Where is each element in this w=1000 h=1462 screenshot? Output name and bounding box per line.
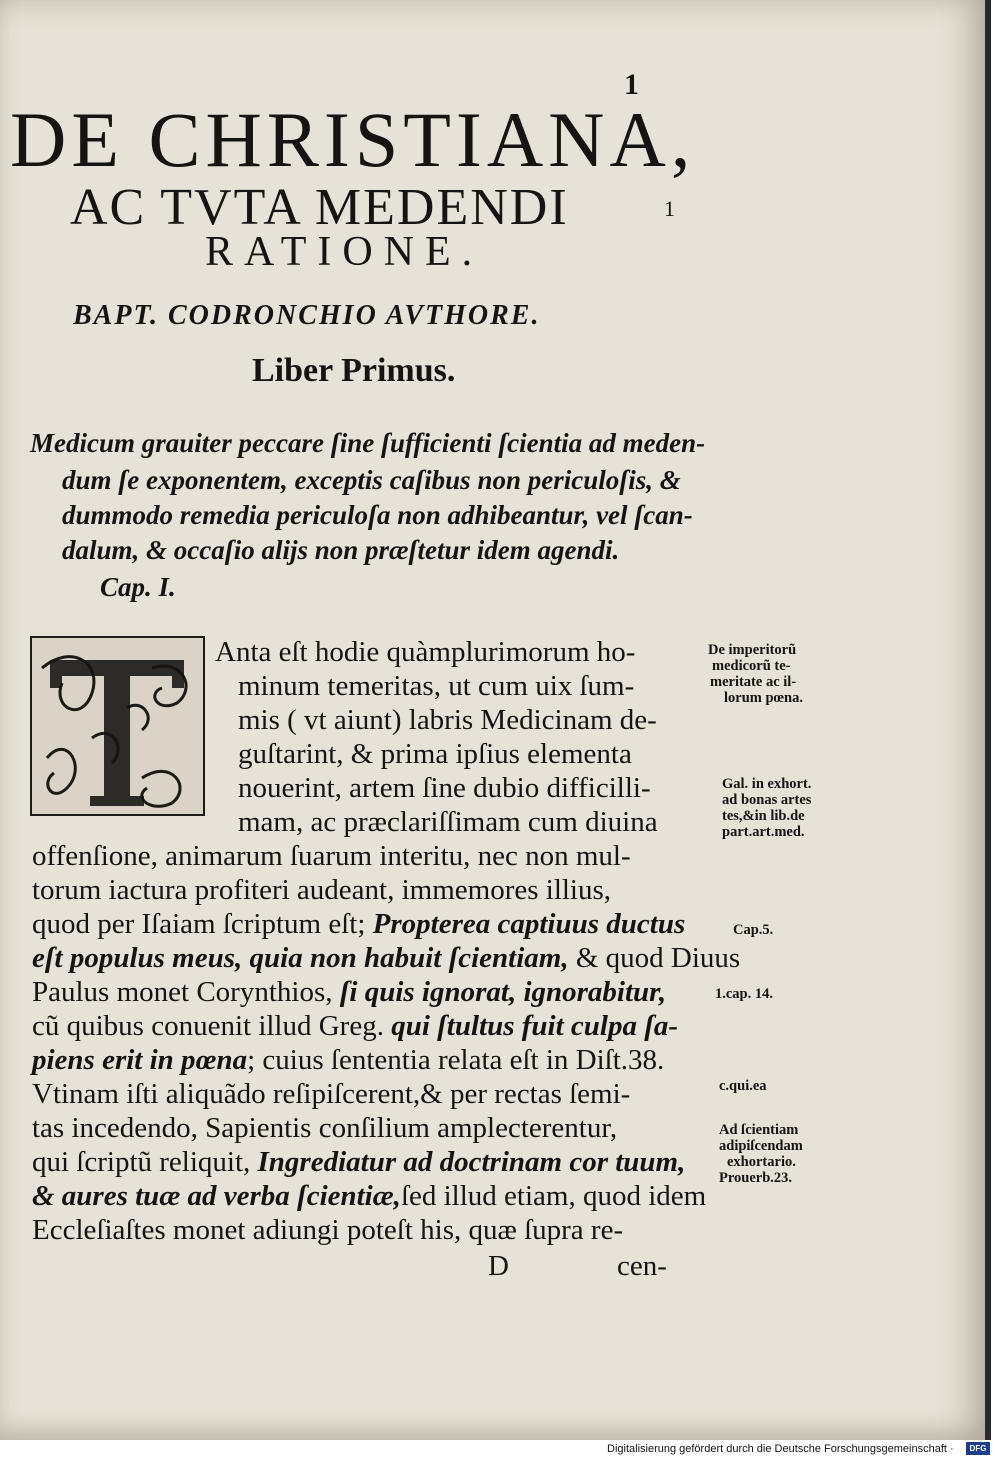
scripture-quote: ſi quis ignorat, ignorabitur, bbox=[339, 976, 667, 1008]
body-line: Paulus monet Corynthios, ſi quis ignorat, ignorabitur, bbox=[32, 976, 667, 1008]
marginal-note: 1.cap. 14. bbox=[715, 986, 773, 1002]
dfg-logo: DFG bbox=[966, 1442, 990, 1455]
scripture-quote: eſt populus meus, quia non habuit ſcientiam, bbox=[32, 942, 569, 974]
body-line: & aures tuæ ad verba ſcientiæ,ſed illud etiam, quod idem bbox=[32, 1180, 707, 1212]
marginal-note: Gal. in exhort. ad bonas artes tes,&in lib.de part.art.med. bbox=[722, 776, 812, 840]
body-line: guſtarint, & prima ipſius elementa bbox=[238, 738, 632, 770]
scripture-quote: & aures tuæ ad verba ſcientiæ, bbox=[32, 1180, 401, 1212]
chapter-number: Cap. I. bbox=[100, 572, 176, 602]
signature-mark: D bbox=[488, 1250, 509, 1282]
scripture-quote: Propterea captiuus ductus bbox=[372, 908, 686, 940]
body-line: minum temeritas, ut cum uix ſum- bbox=[238, 670, 635, 702]
marginal-note: Ad ſcientiam adipiſcendam exhortario. Prouerb.23. bbox=[719, 1122, 803, 1186]
catchword: cen- bbox=[617, 1250, 667, 1282]
title-line-2-mark: 1 bbox=[664, 196, 675, 221]
scripture-quote: qui ſtultus fuit culpa ſa- bbox=[391, 1010, 679, 1042]
title-line-2: AC TVTA MEDENDI bbox=[70, 179, 569, 236]
body-line: offenſione, animarum ſuarum interitu, nec non mul- bbox=[32, 840, 631, 872]
title-line-3: RATIONE. bbox=[205, 229, 484, 275]
marginal-note: Cap.5. bbox=[733, 922, 774, 938]
chapter-heading-line: Medicum grauiter peccare ſine ſufficienti ſcientia ad meden- bbox=[30, 428, 706, 458]
body-line: eſt populus meus, quia non habuit ſcientiam, & quod Diuus bbox=[32, 942, 741, 974]
chapter-heading-line: dalum, & occaſio alijs non præſtetur idem agendi. bbox=[62, 535, 620, 565]
body-line: Vtinam iſti aliquãdo reſipiſcerent,& per rectas ſemi- bbox=[32, 1078, 631, 1110]
footer-funding-note: Digitalisierung gefördert durch die Deutsche Forschungsgemeinschaft · bbox=[607, 1443, 954, 1455]
body-line: nouerint, artem ſine dubio difficilli- bbox=[238, 772, 651, 804]
scripture-quote: Ingrediatur ad doctrinam cor tuum, bbox=[257, 1146, 686, 1178]
folio-number: 1 bbox=[624, 68, 639, 101]
title-line-1: DE CHRISTIANA, bbox=[10, 96, 696, 183]
body-line: mam, ac præclariſſimam cum diuina bbox=[238, 806, 658, 838]
body-line: Eccleſiaſtes monet adiungi poteſt his, quæ ſupra re- bbox=[32, 1214, 624, 1246]
chapter-heading-line: dummodo remedia periculoſa non adhibeantur, vel ſcan- bbox=[62, 500, 693, 530]
body-line: piens erit in pœna; cuius ſententia relata eſt in Diſt.38. bbox=[32, 1044, 665, 1076]
author-line: BAPT. CODRONCHIO AVTHORE. bbox=[73, 300, 541, 331]
body-line: tas incedendo, Sapientis conſilium amplecterentur, bbox=[32, 1112, 618, 1144]
marginal-note: De imperitorũ medicorũ te- meritate ac il- lorum pœna. bbox=[708, 642, 803, 706]
chapter-heading-line: dum ſe exponentem, exceptis caſibus non periculoſis, & bbox=[62, 465, 681, 495]
body-line: torum iactura profiteri audeant, immemores illius, bbox=[32, 874, 612, 906]
body-line: mis ( vt aiunt) labris Medicinam de- bbox=[238, 704, 657, 736]
decorated-initial-t-icon bbox=[30, 636, 205, 816]
body-line: quod per Iſaiam ſcriptum eſt; Propterea captiuus ductus bbox=[32, 908, 686, 940]
body-line: qui ſcriptũ reliquit, Ingrediatur ad doctrinam cor tuum, bbox=[32, 1146, 686, 1178]
book-heading: Liber Primus. bbox=[252, 352, 456, 389]
body-line: cũ quibus conuenit illud Greg. qui ſtultus fuit culpa ſa- bbox=[32, 1010, 679, 1042]
body-line: Anta eſt hodie quàmplurimorum ho- bbox=[215, 636, 636, 668]
scripture-quote: piens erit in pœna bbox=[32, 1044, 248, 1076]
marginal-note: c.qui.ea bbox=[719, 1078, 767, 1094]
